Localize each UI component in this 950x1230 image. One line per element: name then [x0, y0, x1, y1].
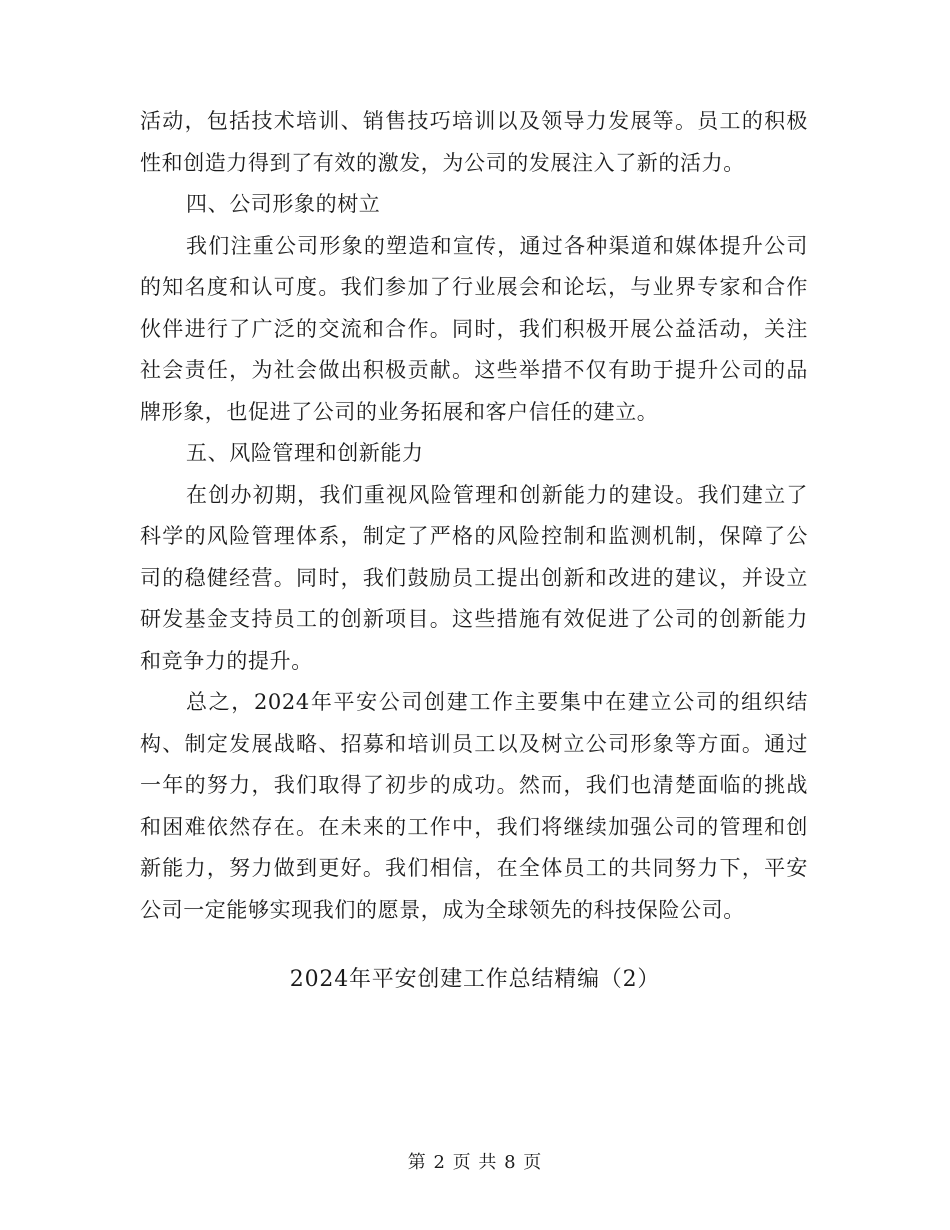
next-document-title: 2024年平安创建工作总结精编（2） [289, 967, 661, 992]
section-heading-company-image: 四、公司形象的树立 [186, 192, 381, 216]
page-footer: 第 2 页 共 8 页 [407, 1152, 543, 1173]
paragraph-risk-innovation: 在创办初期，我们重视风险管理和创新能力的建设。我们建立了科学的风险管理体系，制定了严格的风险控制和监测机制，保障了公司的稳健经营。同时，我们鼓励员工提出创新和改进的建议，并设立研发基金支持员工的创新项目。这些措施有效促进了公司的创新能力和竞争力的提升。 [140, 482, 808, 673]
paragraph-activities-continued: 活动，包括技术培训、销售技巧培训以及领导力发展等。员工的积极性和创造力得到了有效的激发，为公司的发展注入了新的活力。 [140, 109, 808, 175]
document-body [140, 101, 808, 931]
paragraph-company-image: 我们注重公司形象的塑造和宣传，通过各种渠道和媒体提升公司的知名度和认可度。我们参加了行业展会和论坛，与业界专家和合作伙伴进行了广泛的交流和合作。同时，我们积极开展公益活动，关注社会责任，为社会做出积极贡献。这些举措不仅有助于提升公司的品牌形象，也促进了公司的业务拓展和客户信任的建立。 [140, 233, 808, 424]
section-heading-risk-innovation: 五、风险管理和创新能力 [186, 441, 424, 465]
paragraph-summary: 总之，2024年平安公司创建工作主要集中在建立公司的组织结构、制定发展战略、招募和培训员工以及树立公司形象等方面。通过一年的努力，我们取得了初步的成功。然而，我们也清楚面临的挑战和困难依然存在。在未来的工作中，我们将继续加强公司的管理和创新能力，努力做到更好。我们相信，在全体员工的共同努力下，平安公司一定能够实现我们的愿景，成为全球领先的科技保险公司。 [140, 690, 808, 922]
